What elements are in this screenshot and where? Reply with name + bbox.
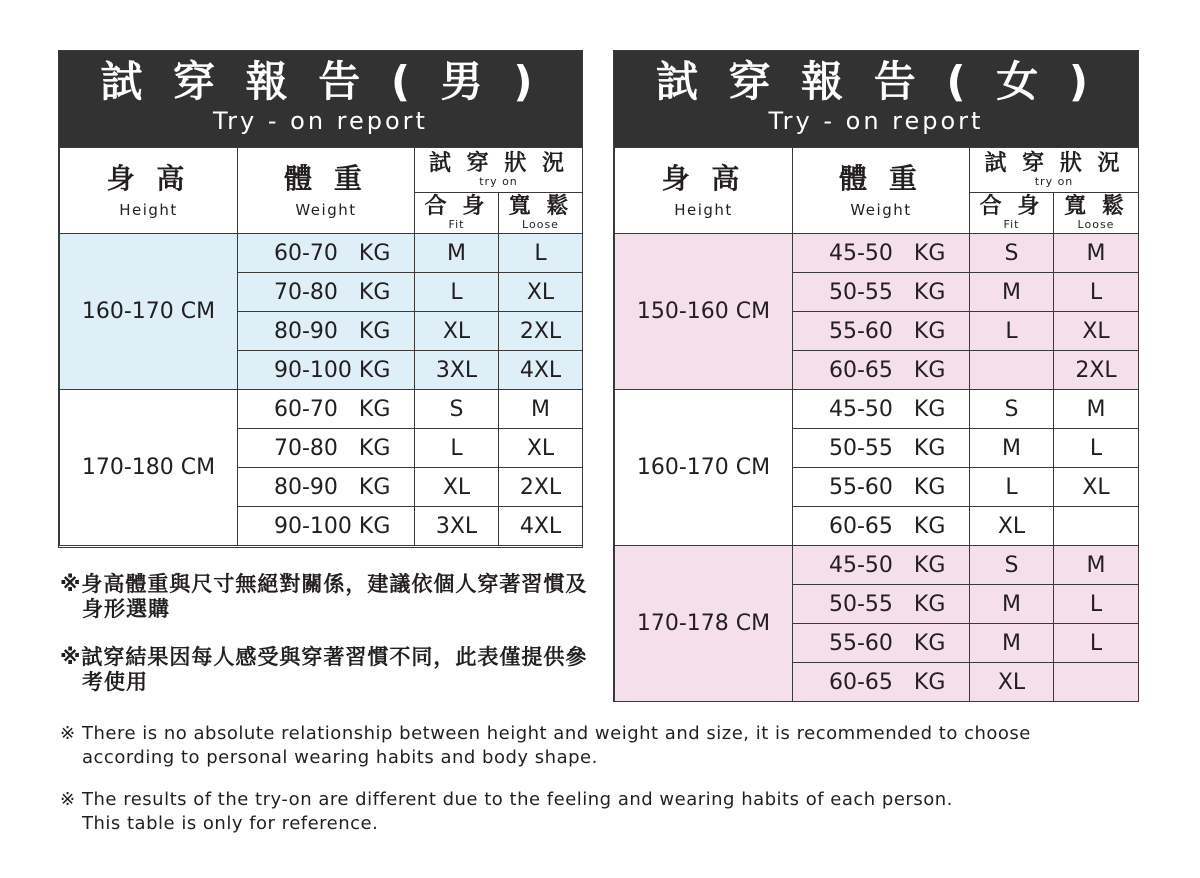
note-mark: ※	[60, 789, 76, 810]
loose-size-cell: XL	[1054, 468, 1139, 507]
weight-cell: 80-90 KG	[238, 312, 415, 351]
loose-header: 寬 鬆 Loose	[499, 193, 583, 234]
loose-size-cell: L	[1054, 585, 1139, 624]
note-en-1-line1: There is no absolute relationship between height and weight and size, it is recommended to choose	[82, 723, 1031, 744]
women-title-banner	[614, 51, 1138, 147]
women-subtitle: Try - on report	[768, 107, 984, 135]
weight-cell: 45-50 KG	[793, 390, 970, 429]
loose-size-cell: L	[1054, 273, 1139, 312]
weight-cell: 90-100 KG	[238, 507, 415, 546]
fit-size-cell: S	[970, 390, 1054, 429]
note-en-2-line2: This table is only for reference.	[82, 813, 379, 834]
fit-size-cell: M	[970, 429, 1054, 468]
height-range-cell: 170-178 CM	[615, 546, 793, 702]
note-en-2-line1: The results of the try-on are different due to the feeling and wearing habits of each person.	[82, 789, 953, 810]
table-row	[615, 390, 1139, 429]
men-subtitle: Try - on report	[213, 107, 428, 135]
fit-size-cell	[970, 351, 1054, 390]
weight-cell: 50-55 KG	[793, 585, 970, 624]
loose-size-cell: XL	[499, 273, 583, 312]
women-size-table	[614, 147, 1139, 702]
women-title: 試 穿 報 告 ( 女 )	[655, 57, 1097, 106]
weight-cell: 60-70 KG	[238, 390, 415, 429]
loose-size-cell: 4XL	[499, 351, 583, 390]
weight-cell: 55-60 KG	[793, 468, 970, 507]
loose-size-cell: L	[1054, 429, 1139, 468]
weight-header: 體 重 Weight	[793, 148, 970, 234]
loose-size-cell: M	[1054, 546, 1139, 585]
fit-size-cell: 3XL	[415, 507, 499, 546]
fit-size-cell: XL	[415, 312, 499, 351]
height-header: 身 高 Height	[60, 148, 238, 234]
weight-cell: 60-70 KG	[238, 234, 415, 273]
weight-header: 體 重 Weight	[238, 148, 415, 234]
loose-size-cell: M	[1054, 390, 1139, 429]
fit-size-cell: M	[970, 273, 1054, 312]
fit-size-cell: L	[415, 429, 499, 468]
loose-size-cell: 2XL	[499, 468, 583, 507]
fit-size-cell: L	[970, 468, 1054, 507]
fit-header: 合 身 Fit	[415, 193, 499, 234]
height-range-cell: 150-160 CM	[615, 234, 793, 390]
loose-size-cell	[1054, 663, 1139, 702]
loose-header: 寬 鬆 Loose	[1054, 193, 1139, 234]
note-en-2	[60, 788, 1160, 836]
loose-size-cell: M	[499, 390, 583, 429]
loose-size-cell: L	[499, 234, 583, 273]
loose-size-cell: 4XL	[499, 507, 583, 546]
fit-size-cell: 3XL	[415, 351, 499, 390]
table-row	[615, 546, 1139, 585]
loose-size-cell: 2XL	[1054, 351, 1139, 390]
fit-size-cell: M	[970, 585, 1054, 624]
fit-size-cell: XL	[970, 507, 1054, 546]
fit-size-cell: XL	[415, 468, 499, 507]
men-size-report	[58, 50, 583, 548]
note-en-1-line2: according to personal wearing habits and body shape.	[82, 747, 598, 768]
fit-size-cell: XL	[970, 663, 1054, 702]
tryon-header: 試 穿 狀 況 try on	[970, 148, 1139, 193]
loose-size-cell: M	[1054, 234, 1139, 273]
fit-size-cell: S	[970, 546, 1054, 585]
men-title: 試 穿 報 告 ( 男 )	[100, 57, 541, 106]
loose-size-cell: XL	[1054, 312, 1139, 351]
fit-header: 合 身 Fit	[970, 193, 1054, 234]
weight-cell: 60-65 KG	[793, 663, 970, 702]
height-header: 身 高 Height	[615, 148, 793, 234]
weight-cell: 45-50 KG	[793, 234, 970, 273]
height-range-cell: 160-170 CM	[615, 390, 793, 546]
men-size-table	[59, 147, 583, 546]
note-zh-2: ※試穿結果因每人感受與穿著習慣不同，此表僅提供參考使用	[60, 645, 588, 694]
weight-cell: 50-55 KG	[793, 429, 970, 468]
note-mark: ※	[60, 723, 76, 744]
weight-cell: 55-60 KG	[793, 624, 970, 663]
fit-size-cell: L	[415, 273, 499, 312]
table-row	[615, 234, 1139, 273]
weight-cell: 55-60 KG	[793, 312, 970, 351]
fit-size-cell: L	[970, 312, 1054, 351]
fit-size-cell: M	[970, 624, 1054, 663]
weight-cell: 90-100 KG	[238, 351, 415, 390]
height-range-cell: 170-180 CM	[60, 390, 238, 546]
weight-cell: 45-50 KG	[793, 546, 970, 585]
women-size-report	[613, 50, 1139, 702]
weight-cell: 70-80 KG	[238, 429, 415, 468]
table-row	[60, 390, 583, 429]
loose-size-cell: 2XL	[499, 312, 583, 351]
weight-cell: 60-65 KG	[793, 351, 970, 390]
height-range-cell: 160-170 CM	[60, 234, 238, 390]
loose-size-cell: L	[1054, 624, 1139, 663]
men-title-banner	[59, 51, 582, 147]
tryon-header: 試 穿 狀 況 try on	[415, 148, 583, 193]
fit-size-cell: S	[970, 234, 1054, 273]
loose-size-cell	[1054, 507, 1139, 546]
note-en-1	[60, 722, 1160, 770]
table-row	[60, 234, 583, 273]
fit-size-cell: M	[415, 234, 499, 273]
weight-cell: 60-65 KG	[793, 507, 970, 546]
weight-cell: 70-80 KG	[238, 273, 415, 312]
weight-cell: 80-90 KG	[238, 468, 415, 507]
note-zh-1: ※身高體重與尺寸無絕對關係，建議依個人穿著習慣及身形選購	[60, 572, 588, 621]
fit-size-cell: S	[415, 390, 499, 429]
loose-size-cell: XL	[499, 429, 583, 468]
weight-cell: 50-55 KG	[793, 273, 970, 312]
